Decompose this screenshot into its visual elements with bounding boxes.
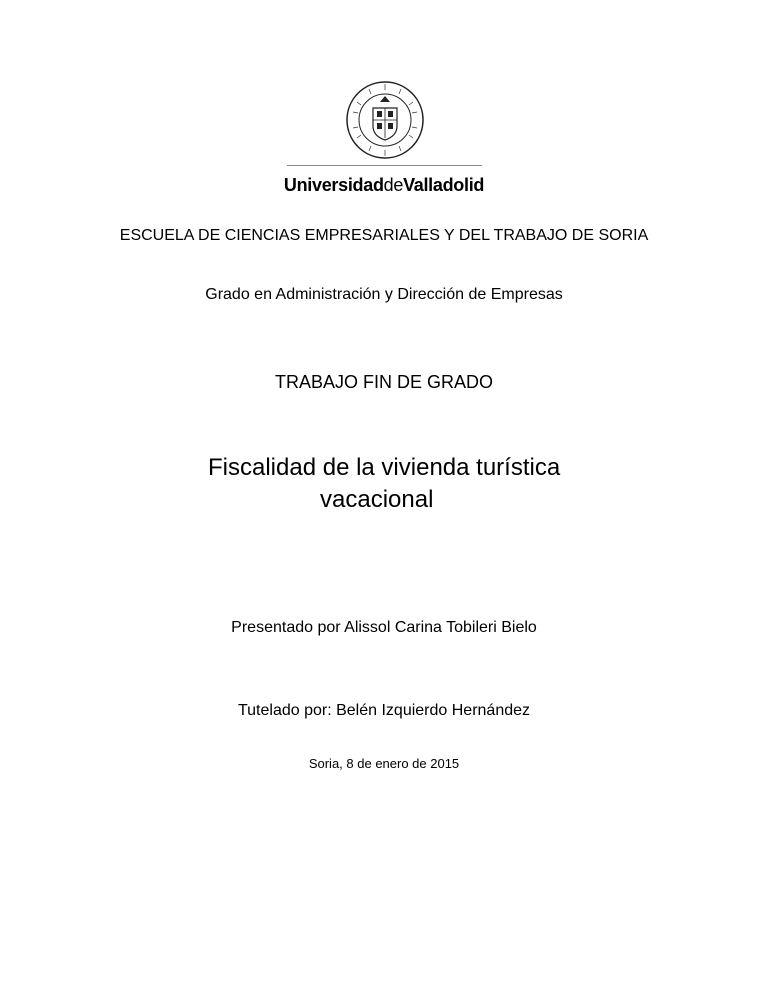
work-type: TRABAJO FIN DE GRADO [274, 372, 494, 392]
thesis-title-line2: vacacional [320, 486, 434, 513]
degree-name: Grado en Administración y Dirección de Empresas [205, 286, 563, 303]
logo-text-valladolid: Valladolid [403, 175, 485, 195]
logo-divider [287, 165, 482, 166]
thesis-title-line1: Fiscalidad de la vivienda turística [208, 454, 561, 481]
author-line: Presentado por Alissol Carina Tobileri Bielo [231, 619, 537, 636]
logo-text-universidad: Universidad [283, 175, 384, 195]
university-logo [0, 174, 768, 196]
university-seal [333, 80, 437, 160]
seal-icon [333, 80, 437, 160]
school-name: ESCUELA DE CIENCIAS EMPRESARIALES Y DEL TRABAJO DE SORIA [119, 227, 649, 244]
date-line: Soria, 8 de enero de 2015 [308, 756, 460, 771]
logo-text-de: de [383, 175, 404, 195]
tutor-line: Tutelado por: Belén Izquierdo Hernández [237, 702, 531, 719]
